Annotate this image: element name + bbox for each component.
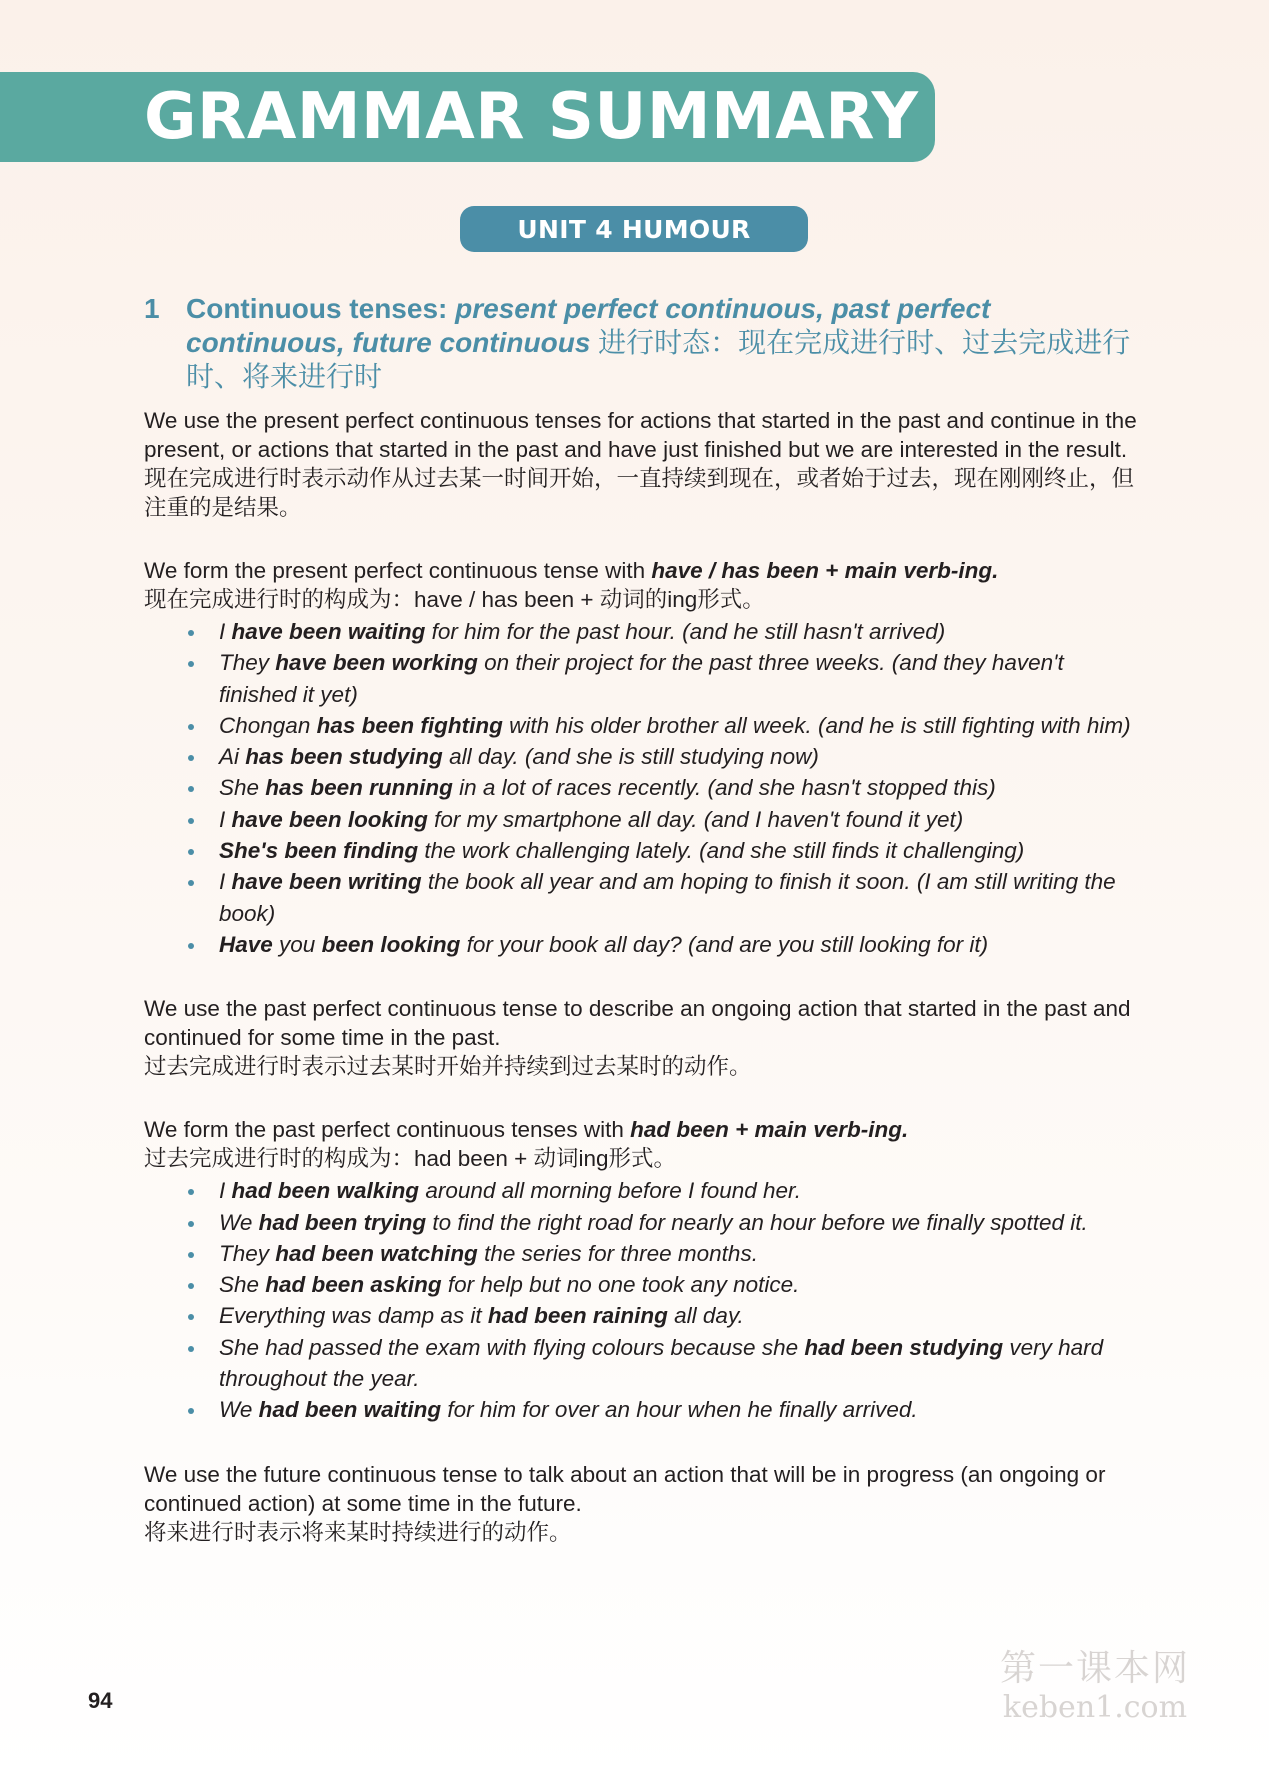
form-rule-en [144, 556, 1144, 585]
form-rule-text: We form the past perfect continuous tenses with [144, 1117, 631, 1143]
example-item: We had been trying to find the right road for nearly an hour before we finally spotted it. [219, 1207, 1144, 1238]
explanation-en: We use the future continuous tense to talk about an action that will be in progress (an ongoing or continued action) at some time in the future. [144, 1461, 1106, 1516]
form-rule-formula: have / has been + main verb-ing. [651, 558, 999, 583]
explanation-zh: 过去完成进行时表示过去某时开始并持续到过去某时的动作。 [144, 1054, 752, 1080]
grammar-content [144, 292, 1144, 1547]
example-item: She had passed the exam with flying colours because she had been studying very hard throughout the year. [219, 1332, 1144, 1395]
section-title-prefix: Continuous tenses: [186, 293, 456, 324]
explanation-zh: 现在完成进行时表示动作从过去某一时间开始，一直持续到现在，或者始于过去，现在刚刚终止，但注重的是结果。 [144, 466, 1135, 520]
example-item: I have been waiting for him for the past hour. (and he still hasn't arrived) [219, 616, 1144, 647]
watermark [995, 1648, 1195, 1726]
example-item: Have you been looking for your book all day? (and are you still looking for it) [219, 929, 1144, 960]
example-item: Chongan has been fighting with his older brother all week. (and he is still fighting with him) [219, 710, 1144, 741]
example-item: Everything was damp as it had been raining all day. [219, 1300, 1144, 1331]
example-item: I had been walking around all morning before I found her. [219, 1175, 1144, 1206]
section-number: 1 [144, 293, 160, 324]
explanation-en: We use the present perfect continuous tenses for actions that started in the past and continue in the present, or actions that started in the past and have just finished but we are interested in the result. [144, 408, 1137, 462]
title-banner [0, 72, 935, 162]
example-item: I have been looking for my smartphone all day. (and I haven't found it yet) [219, 804, 1144, 835]
example-item: We had been waiting for him for over an hour when he finally arrived. [219, 1394, 1144, 1425]
form-rule-text: We form the present perfect continuous tense with [144, 558, 652, 583]
section-title-italic: present perfect continuous, past perfect continuous, future continuous [186, 293, 991, 358]
form-rule-en [144, 1115, 1144, 1144]
form-rule-zh: 过去完成进行时的构成为：had been + 动词ing形式。 [144, 1146, 677, 1172]
page-number: 94 [88, 1688, 113, 1713]
example-list [144, 616, 1144, 960]
form-rule-zh: 现在完成进行时的构成为：have / has been + 动词的ing形式。 [144, 587, 765, 612]
unit-label: UNIT 4 HUMOUR [517, 214, 751, 244]
section-title-chinese: 进行时态：现在完成进行时、过去完成进行时、将来进行时 [186, 327, 1131, 392]
example-list [144, 1175, 1144, 1425]
example-item: She had been asking for help but no one took any notice. [219, 1269, 1144, 1300]
explanation-en: We use the past perfect continuous tense to describe an ongoing action that started in the past and continued for some time in the past. [144, 996, 1131, 1051]
example-item: Ai has been studying all day. (and she is still studying now) [219, 741, 1144, 772]
unit-badge [460, 206, 808, 252]
page-title: GRAMMAR SUMMARY [144, 80, 919, 154]
section-heading [144, 292, 1144, 394]
example-item: I have been writing the book all year and am hoping to finish it soon. (I am still writing the book) [219, 866, 1144, 929]
watermark-cn: 第一课本网 [999, 1648, 1190, 1689]
form-rule-formula: had been + main verb-ing. [630, 1117, 909, 1143]
example-item: She has been running in a lot of races recently. (and she hasn't stopped this) [219, 772, 1144, 803]
example-item: She's been finding the work challenging lately. (and she still finds it challenging) [219, 835, 1144, 866]
section-title [186, 292, 1144, 394]
watermark-url: keben1.com [1002, 1690, 1188, 1725]
example-item: They have been working on their project for the past three weeks. (and they haven't finished it yet) [219, 647, 1144, 710]
example-item: They had been watching the series for three months. [219, 1238, 1144, 1269]
explanation-zh: 将来进行时表示将来某时持续进行的动作。 [144, 1519, 572, 1545]
